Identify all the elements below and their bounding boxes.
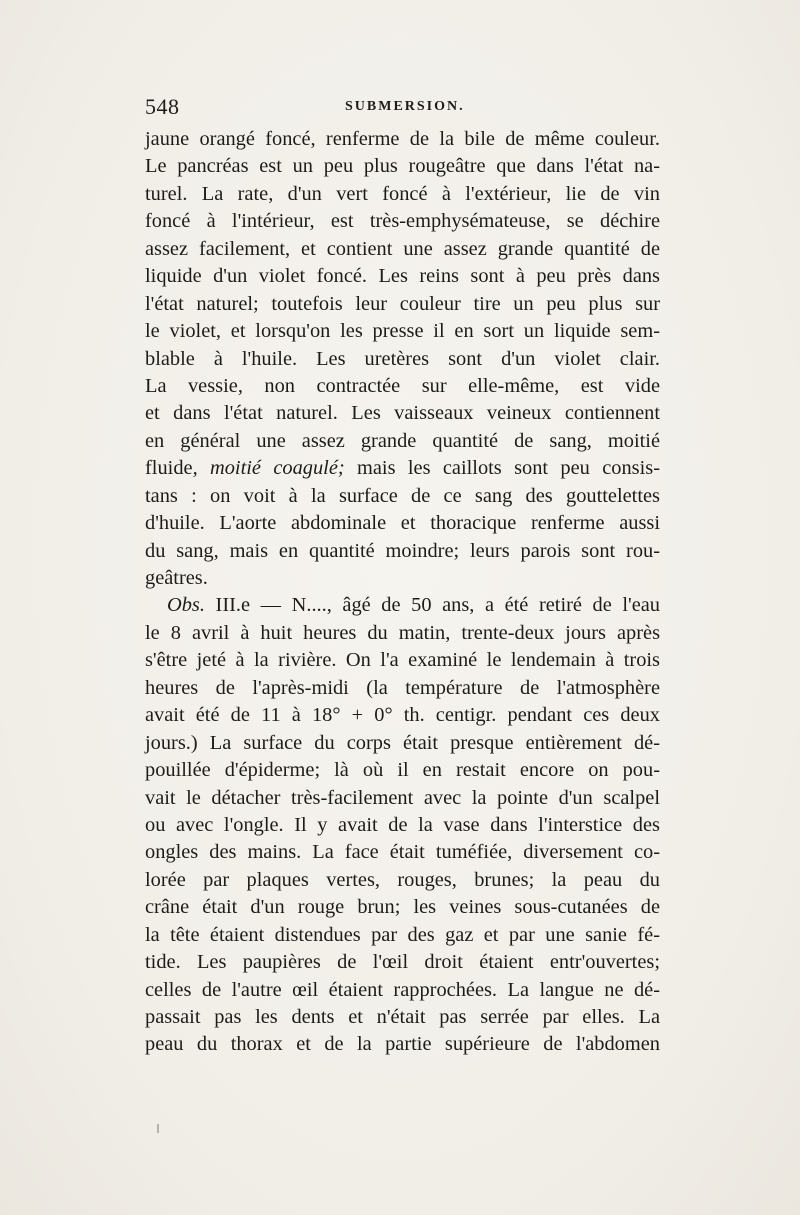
text-line: jours.) La surface du corps était presque entièrement dé- <box>145 731 660 754</box>
margin-mark <box>157 1124 159 1133</box>
text-line: avait été de 11 à 18° + 0° th. centigr. pendant ces deux <box>145 704 660 727</box>
page-number: 548 <box>145 94 180 119</box>
text-line: vait le détacher très-facilement avec la pointe d'un scalpel <box>145 786 660 809</box>
text-line: le 8 avril à huit heures du matin, trente-deux jours après <box>145 621 660 644</box>
text-line: tans : on voit à la surface de ce sang des gouttelettes <box>145 484 660 507</box>
text-line: s'être jeté à la rivière. On l'a examiné le lendemain à trois <box>145 649 660 672</box>
text-line: foncé à l'intérieur, est très-emphysémateuse, se déchire <box>145 210 660 233</box>
text-line: la tête étaient distendues par des gaz et par une sanie fé- <box>145 923 660 946</box>
observation-heading-line <box>145 592 660 619</box>
text-line: pouillée d'épiderme; là où il en restait encore on pou- <box>145 759 660 782</box>
text-line: turel. La rate, d'un vert foncé à l'extérieur, lie de vin <box>145 182 660 205</box>
running-head: SUBMERSION. <box>345 99 465 114</box>
obs-label: Obs. <box>167 594 205 617</box>
text-line: La vessie, non contractée sur elle-même, est vide <box>145 374 660 397</box>
text-line: d'huile. L'aorte abdominale et thoracique renferme aussi <box>145 512 660 535</box>
body-text <box>145 126 660 1059</box>
italic-fragment: , moitié coagulé; <box>192 457 345 480</box>
text-line: blable à l'huile. Les uretères sont d'un violet clair. <box>145 347 660 370</box>
text-line: ongles des mains. La face était tuméfiée, diversement co- <box>145 841 660 864</box>
text-line: peau du thorax et de la partie supérieure de l'abdomen <box>145 1033 660 1056</box>
text-line-italic-mix <box>145 455 660 482</box>
text-line: heures de l'après-midi (la température de l'atmosphère <box>145 676 660 699</box>
page-header <box>145 94 660 122</box>
text-line: liquide d'un violet foncé. Les reins sont à peu près dans <box>145 265 660 288</box>
text-line: tide. Les paupières de l'œil droit étaient entr'ouvertes; <box>145 951 660 974</box>
text-line: ou avec l'ongle. Il y avait de la vase dans l'interstice des <box>145 813 660 836</box>
text-line: Le pancréas est un peu plus rougeâtre que dans l'état na- <box>145 155 660 178</box>
obs-text: III.e — N...., âgé de 50 ans, a été retiré de l'eau <box>204 594 660 617</box>
text-line: l'état naturel; toutefois leur couleur tire un peu plus sur <box>145 292 660 315</box>
text-line: assez facilement, et contient une assez grande quantité de <box>145 237 660 260</box>
text-line: et dans l'état naturel. Les vaisseaux veineux contiennent <box>145 402 660 425</box>
text-line: passait pas les dents et n'était pas serrée par elles. La <box>145 1006 660 1028</box>
text-fragment: mais les caillots sont peu consis- <box>344 457 660 480</box>
text-line: du sang, mais en quantité moindre; leurs parois sont rou- <box>145 539 660 562</box>
text-line: crâne était d'un rouge brun; les veines sous-cutanées de <box>145 896 660 919</box>
text-line: celles de l'autre œil étaient rapprochées. La langue ne dé- <box>145 978 660 1001</box>
text-line: le violet, et lorsqu'on les presse il en sort un liquide sem- <box>145 320 660 343</box>
text-line: en général une assez grande quantité de sang, moitié <box>145 429 660 452</box>
paragraph-last-line: geâtres. <box>145 567 208 589</box>
text-fragment: fluide <box>145 457 193 480</box>
text-line: jaune orangé foncé, renferme de la bile de même couleur. <box>145 128 660 150</box>
text-line: lorée par plaques vertes, rouges, brunes; la peau du <box>145 868 660 891</box>
